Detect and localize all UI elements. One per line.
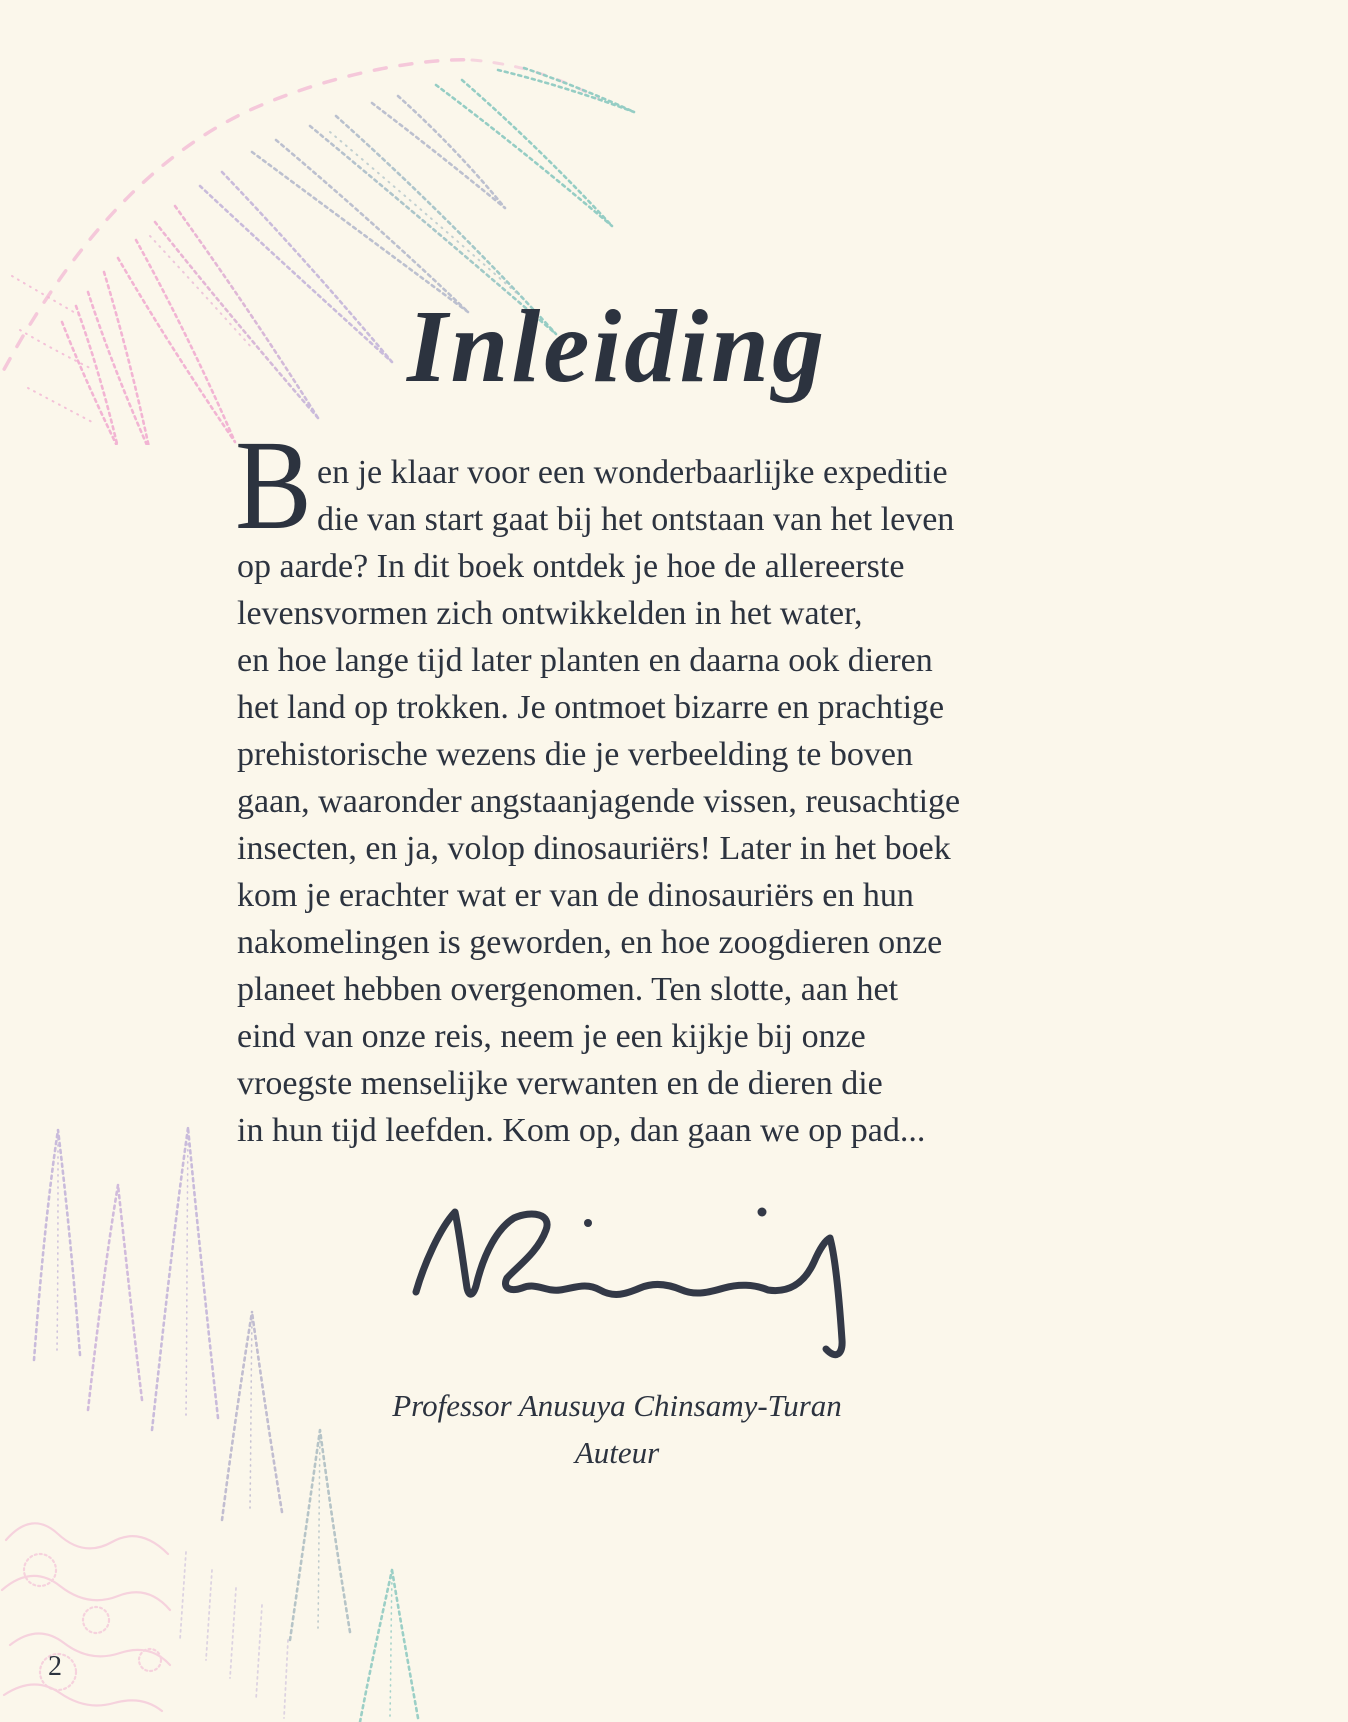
body-line: het land op trokken. Je ontmoet bizarre en prachtige [237,689,945,726]
body-line: in hun tijd leefden. Kom op, dan gaan we op pad... [237,1112,926,1149]
body-line: die van start gaat bij het ontstaan van het leven [317,501,955,538]
body-line: kom je erachter wat er van de dinosauriërs en hun [237,877,914,914]
body-line: op aarde? In dit boek ontdek je hoe de allereerste [237,548,905,585]
body-line: levensvormen zich ontwikkelden in het water, [237,595,863,632]
body-line: nakomelingen is geworden, en hoe zoogdieren onze [237,924,943,961]
body-line: insecten, en ja, volop dinosauriërs! Later in het boek [237,830,951,867]
drop-cap: B [235,414,312,556]
body-line: planeet hebben overgenomen. Ten slotte, aan het [237,971,899,1008]
page-number: 2 [48,1651,62,1682]
author-role: Auteur [574,1435,660,1470]
body-line: vroegste menselijke verwanten en de dieren die [237,1065,883,1102]
body-line: en hoe lange tijd later planten en daarna ook dieren [237,642,933,679]
author-credit [237,1382,997,1476]
body-line: eind van onze reis, neem je een kijkje bij onze [237,1018,866,1055]
page-title: Inleiding [407,289,827,404]
body-line: en je klaar voor een wonderbaarlijke expeditie [317,454,948,491]
intro-paragraph [235,414,1027,1154]
body-line: prehistorische wezens die je verbeelding te boven [237,736,913,773]
body-line: gaan, waaronder angstaanjagende vissen, reusachtige [237,783,961,820]
author-name: Professor Anusuya Chinsamy-Turan [392,1388,842,1423]
author-signature-image [410,1200,870,1365]
